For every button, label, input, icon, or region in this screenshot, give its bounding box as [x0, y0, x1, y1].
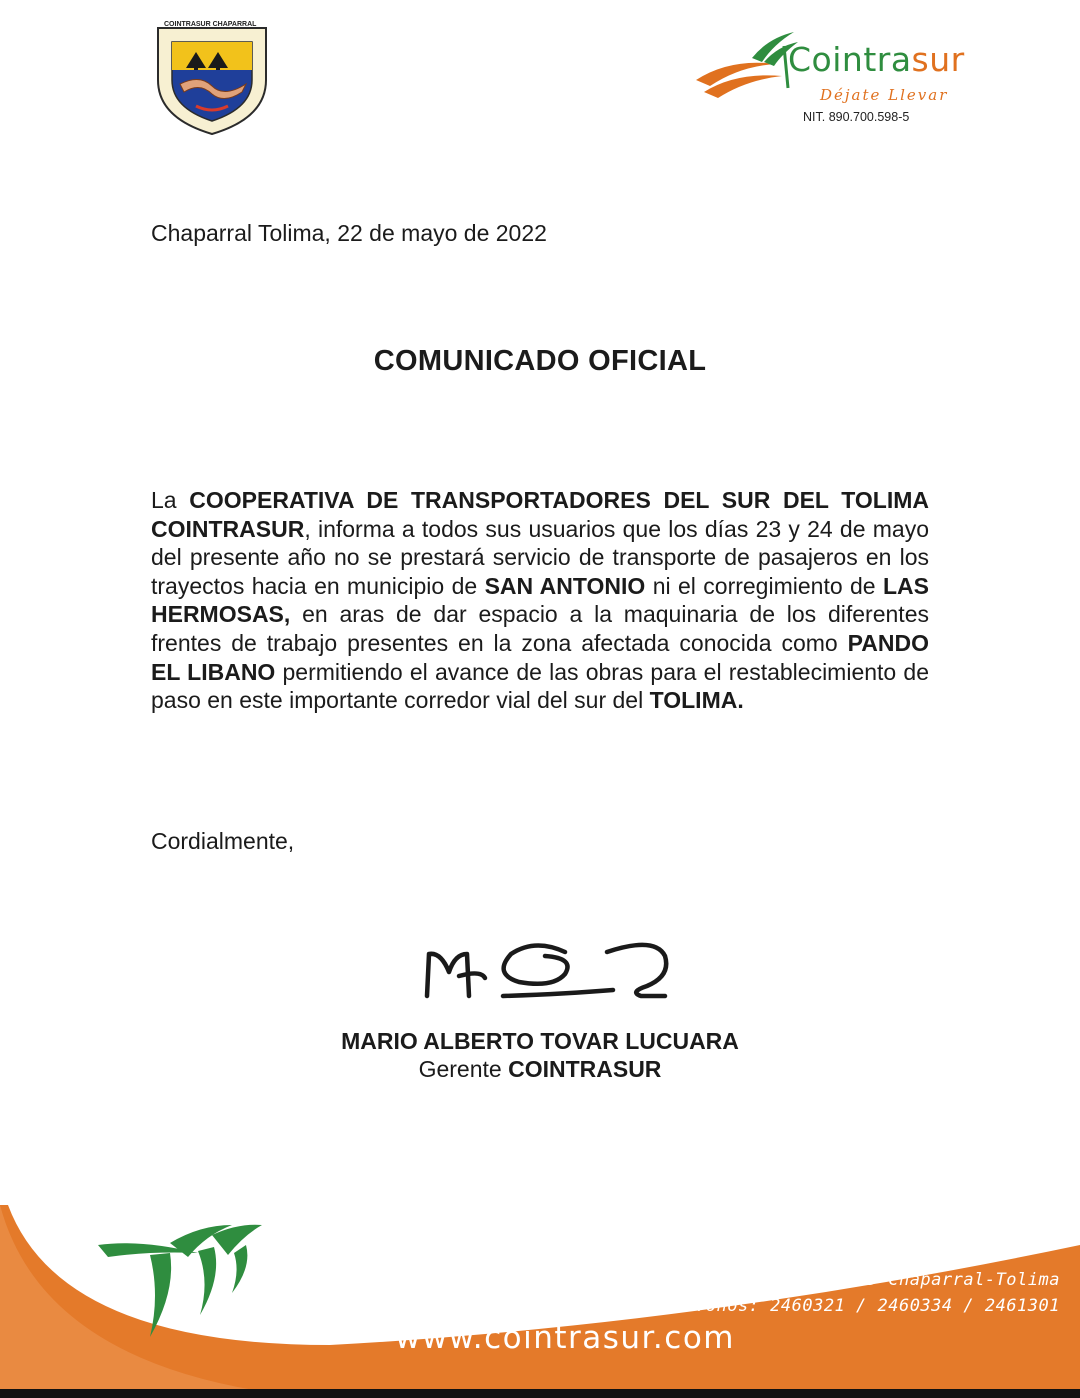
- body-text-4: en aras de dar espacio a la maquinaria de los diferentes frentes de trabajo presentes en la zona afectada conocida como: [151, 601, 929, 656]
- date-line: Chaparral Tolima, 22 de mayo de 2022: [151, 220, 547, 246]
- brand-name-part-1: Cointra: [788, 40, 912, 79]
- handwritten-signature-icon: [415, 930, 675, 1010]
- swoosh-logo-icon: [690, 28, 802, 106]
- brand-name: [788, 40, 965, 79]
- signer-role-prefix: Gerente: [418, 1056, 509, 1082]
- document-title: COMUNICADO OFICIAL: [373, 345, 707, 377]
- body-paragraph: [151, 486, 929, 715]
- signer-role: [0, 1056, 1080, 1083]
- cooperative-seal-icon: [150, 18, 274, 138]
- body-text-1: La: [151, 487, 190, 513]
- footer-phones: Telefonos: 2460321 / 2460334 / 2461301: [652, 1296, 1060, 1316]
- footer-address: Carrera 8 No 7-35 Chaparral-Tolima: [695, 1270, 1060, 1290]
- body-text-5: permitiendo el avance de las obras para el restablecimiento de paso en este importante corredor vial del sur del: [151, 658, 929, 714]
- brand-name-part-2: sur: [911, 40, 965, 79]
- body-bold-2: SAN ANTONIO: [484, 572, 646, 599]
- body-bold-1: COOPERATIVA DE TRANSPORTADORES DEL SUR DEL TOLIMA COINTRASUR: [151, 487, 929, 542]
- brand-nit: NIT. 890.700.598-5: [803, 110, 910, 124]
- body-text-3: ni el corregimiento de: [645, 572, 883, 599]
- signer-name: MARIO ALBERTO TOVAR LUCUARA: [341, 1028, 739, 1054]
- svg-text:COINTRASUR CHAPARRAL: COINTRASUR CHAPARRAL: [164, 21, 257, 28]
- footer-website-link[interactable]: www.cointrasur.com: [395, 1320, 735, 1356]
- signer-role-org: COINTRASUR: [508, 1056, 662, 1082]
- body-text-2: , informa a todos sus usuarios que los días 23 y 24 de mayo del presente año no se prestará servicio de transporte de pasajeros en los trayectos hacia en municipio de: [151, 515, 929, 599]
- closing-salutation: Cordialmente,: [151, 828, 295, 854]
- body-bold-4: PANDO EL LIBANO: [151, 629, 929, 685]
- body-bold-5: TOLIMA.: [649, 687, 744, 714]
- body-bold-3: LAS HERMOSAS,: [151, 572, 929, 628]
- brand-slogan: Déjate Llevar: [820, 86, 949, 104]
